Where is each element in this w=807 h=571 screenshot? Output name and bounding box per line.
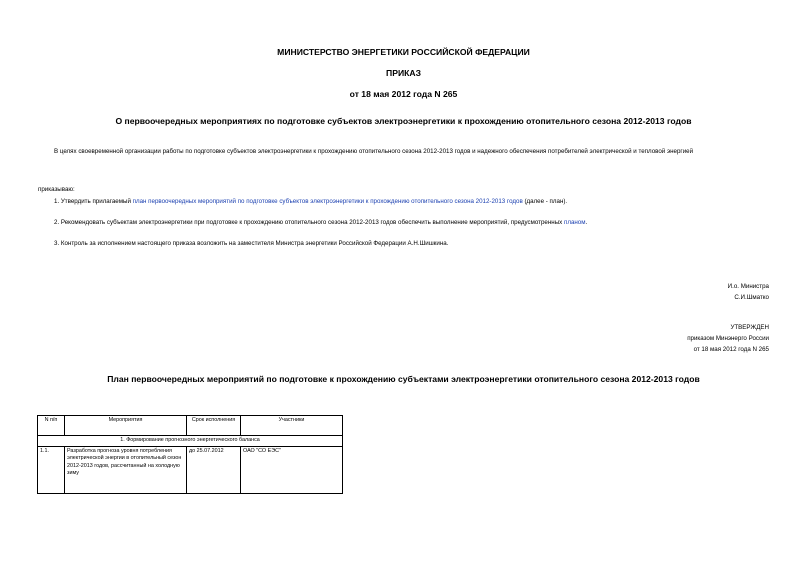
signature-block — [728, 281, 769, 303]
decree-item-1-suffix: (далее - план). — [522, 198, 568, 205]
decree-word: приказываю: — [38, 186, 75, 193]
plan-title: План первоочередных мероприятий по подготовке к прохождению субъектами электроэнергетики отопительного сезона 2012-2013 годов — [107, 374, 700, 384]
document-subject: О первоочередных мероприятиях по подготовке субъектов электроэнергетики к прохождению отопительного сезона 2012-2013 годов — [115, 116, 692, 126]
row-term: до 25.07.2012 — [187, 446, 241, 493]
approval-line-2: приказом Минэнерго России — [687, 335, 769, 342]
document-type-heading: ПРИКАЗ — [386, 68, 421, 78]
approval-stamp — [687, 322, 769, 355]
row-participants: ОАО "СО ЕЭС" — [241, 446, 343, 493]
plan-table-header-row — [38, 416, 343, 436]
decree-item-2-suffix: . — [585, 219, 588, 226]
signatory-position: И.о. Министра — [727, 283, 769, 290]
plan-table — [37, 415, 343, 494]
header-activity: Мероприятия — [65, 416, 187, 436]
preamble-paragraph: В целях своевременной организации работы по подготовке субъектов электроэнергетики к прохождению отопительного сезона 2012-2013 годов и надежного обеспечения потребителей электрической и тепловой энергией — [54, 148, 694, 155]
row-activity: Разработка прогноза уровня потребления электрической энергии в отопительный сезон 2012-2013 годов, рассчитанный на холодную зиму — [65, 446, 187, 493]
decree-item-2 — [54, 219, 587, 226]
signatory-name: С.И.Шматко — [734, 294, 769, 301]
row-num: 1.1. — [38, 446, 65, 493]
table-row — [38, 446, 343, 493]
approval-line-3: от 18 мая 2012 года N 265 — [693, 346, 769, 353]
header-term: Срок исполнения — [187, 416, 241, 436]
approval-line-1: УТВЕРЖДЕН — [730, 324, 769, 331]
ministry-heading: МИНИСТЕРСТВО ЭНЕРГЕТИКИ РОССИЙСКОЙ ФЕДЕРАЦИИ — [277, 47, 530, 57]
decree-item-3: 3. Контроль за исполнением настоящего приказа возложить на заместителя Министра энергетики Российской Федерации А.Н.Шишкина. — [54, 240, 449, 247]
decree-item-1-prefix: 1. Утвердить прилагаемый — [54, 198, 133, 205]
section-row — [38, 436, 343, 447]
document-date-number: от 18 мая 2012 года N 265 — [349, 89, 458, 99]
header-num: N п/п — [38, 416, 65, 436]
plan-link[interactable]: план первоочередных мероприятий по подготовке субъектов электроэнергетики к прохождению отопительного сезона 2012-2013 годов — [132, 198, 523, 205]
header-participants: Участники — [241, 416, 343, 436]
decree-item-1 — [54, 198, 567, 205]
section-title: 1. Формирование прогнозного энергетического баланса — [38, 436, 343, 447]
plan-short-link[interactable]: планом — [563, 219, 586, 226]
decree-item-2-prefix: 2. Рекомендовать субъектам электроэнергетики при подготовке к прохождению отопительного сезона 2012-2013 годов обеспечить выполнение мероприятий, предусмотренных — [54, 219, 564, 226]
